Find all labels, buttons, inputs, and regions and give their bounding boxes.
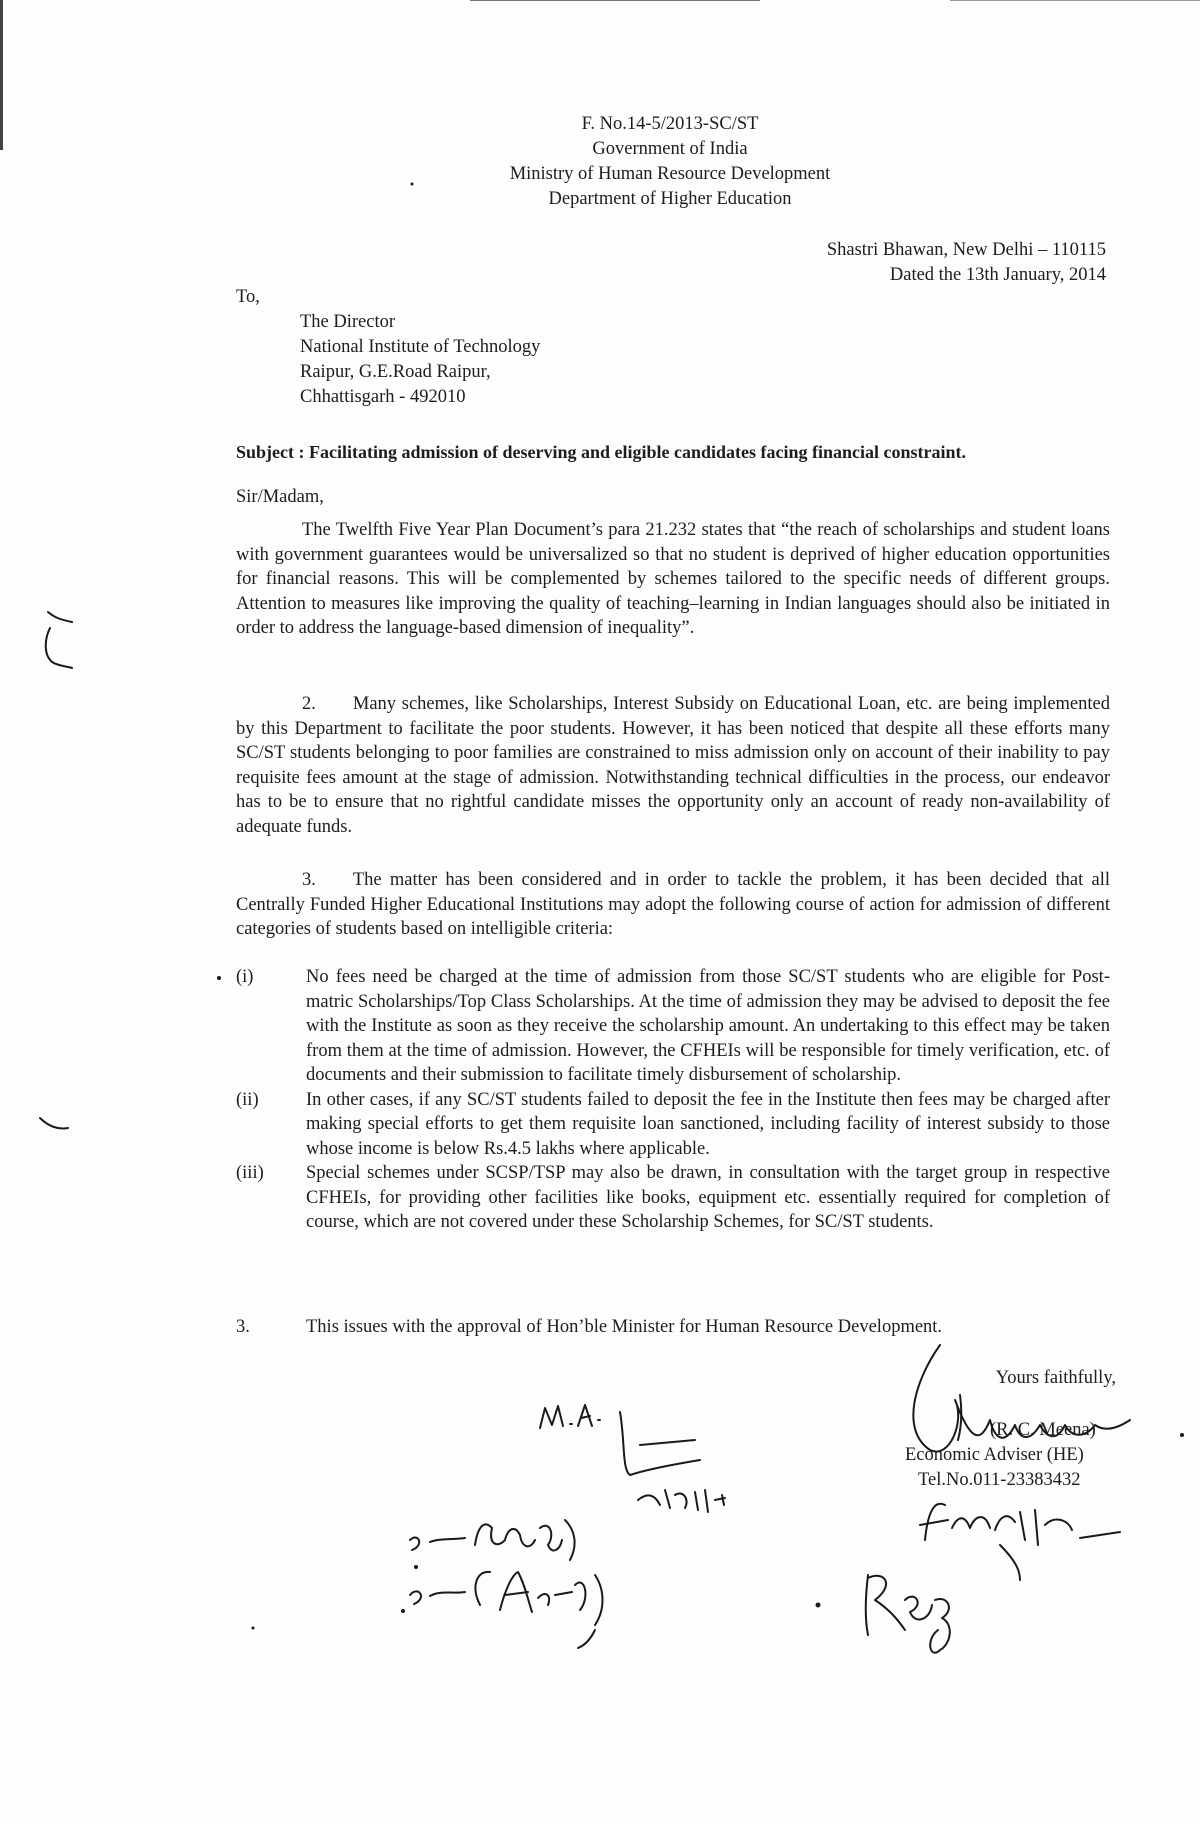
signatory-title: Economic Adviser (HE) [905,1445,1084,1465]
closing-text: This issues with the approval of Hon’ble Minister for Human Resource Development. [306,1317,943,1337]
stray-dot [1180,1433,1184,1437]
stray-dot [414,1565,418,1569]
letter-date: Dated the 13th January, 2014 [889,265,1106,285]
signature-mark [958,1395,961,1440]
header-line: Ministry of Human Resource Development [509,164,831,184]
closing-paragraph [236,1315,1110,1340]
header-line: Department of Higher Education [548,189,792,209]
stray-dot [816,1603,821,1608]
recipient-line: The Director [300,312,396,332]
recipient-line: National Institute of Technology [300,337,541,357]
sender-address: Shastri Bhawan, New Delhi – 110115 [826,240,1106,260]
stray-dot [217,976,221,980]
annotation-mark [866,1575,950,1653]
closing-number: 3. [236,1317,250,1337]
place-date [827,238,1106,288]
valediction: Yours faithfully, [995,1368,1116,1388]
annotation-mark [540,1405,600,1428]
scan-edge [470,0,760,1]
recipient-address [300,310,540,410]
stray-dot [252,1627,255,1630]
list-item [236,1088,1110,1162]
item-text: Special schemes under SCSP/TSP may also be drawn, in consultation with the target group in respective CFHEIs, for providing other facilities like books, equipment etc. essentially required for completion of course, which are not covered under these Scholarship Schemes, for SC/ST students. [306,1163,1110,1232]
paragraph: 3. The matter has been considered and in order to tackle the problem, it has been decided that all Centrally Funded Higher Educational Institutions may adopt the following course of action for admission of different categories of students based on intelligible criteria: [236,870,1110,939]
annotation-mark [410,1572,603,1625]
punch-hole-mark [40,1118,68,1129]
annotation-mark [410,1520,575,1560]
to-label: To, [236,287,260,307]
list-item [236,1161,1110,1235]
header-line: Government of India [592,139,748,159]
scan-edge [950,0,1200,1]
paragraph: 2. Many schemes, like Scholarships, Interest Subsidy on Educational Loan, etc. are being implemented by this Department to facilitate the poor students. However, it has been noticed that despite all these efforts many SC/ST students belonging to poor families are constrained to miss admission only on account of their inability to pay requisite fees amount at the stage of admission. Notwithstanding technical difficulties in the process, our endeavor has to be to ensure that no rightful candidate misses the opportunity only an account of ready non-availability of adequate funds. [236,694,1110,837]
scan-edge [0,0,3,150]
recipient-line: Raipur, G.E.Road Raipur, [300,362,491,382]
action-list [236,965,1110,1235]
annotation-mark [920,1504,1120,1545]
signatory-phone: Tel.No.011-23383432 [918,1470,1081,1490]
annotation-mark [620,1412,700,1475]
paragraph: The Twelfth Five Year Plan Document’s para 21.232 states that “the reach of scholarships and student loans with government guarantees would be universalized so that no student is deprived of higher education opportunities for financial reasons. This will be complemented by schemes tailored to the specific needs of different groups. Attention to measures like improving the quality of teaching–learning in Indian languages should also be initiated in order to address the language-based dimension of inequality”. [236,520,1110,638]
stray-dot [401,1609,405,1613]
letter-header [400,112,940,212]
list-item [236,965,1110,1088]
annotation-mark [1000,1545,1020,1580]
recipient-line: Chhattisgarh - 492010 [300,387,466,407]
item-number: (ii) [236,1089,259,1110]
signatory-name: (R. C. Meena) [990,1420,1096,1440]
punch-hole-mark [46,612,72,668]
subject-line: Subject : Facilitating admission of deserving and eligible candidates facing financial constraint. [236,442,967,462]
item-text: No fees need be charged at the time of admission from those SC/ST students who are eligible for Post-matric Scholarships/Top Class Scholarships. At the time of admission they may be advised to deposit the fee with the Institute as soon as they receive the scholarship amount. An undertaking to this effect may be taken from them at the time of admission. However, the CFHEIs will be responsible for timely verification, etc. of documents and their submission to facilitate timely disbursement of scholarship. [306,967,1110,1085]
file-number: F. No.14-5/2013-SC/ST [581,114,759,134]
item-number: (i) [236,967,254,987]
salutation: Sir/Madam, [236,487,324,507]
annotation-mark [638,1490,725,1512]
annotation-mark [578,1630,595,1648]
item-number: (iii) [236,1163,264,1183]
item-text: In other cases, if any SC/ST students failed to deposit the fee in the Institute then fees may be charged after making special efforts to get them requisite loan sanctioned, including facility of interest subsidy to those whose income is below Rs.4.5 lakhs where applicable. [306,1089,1110,1159]
